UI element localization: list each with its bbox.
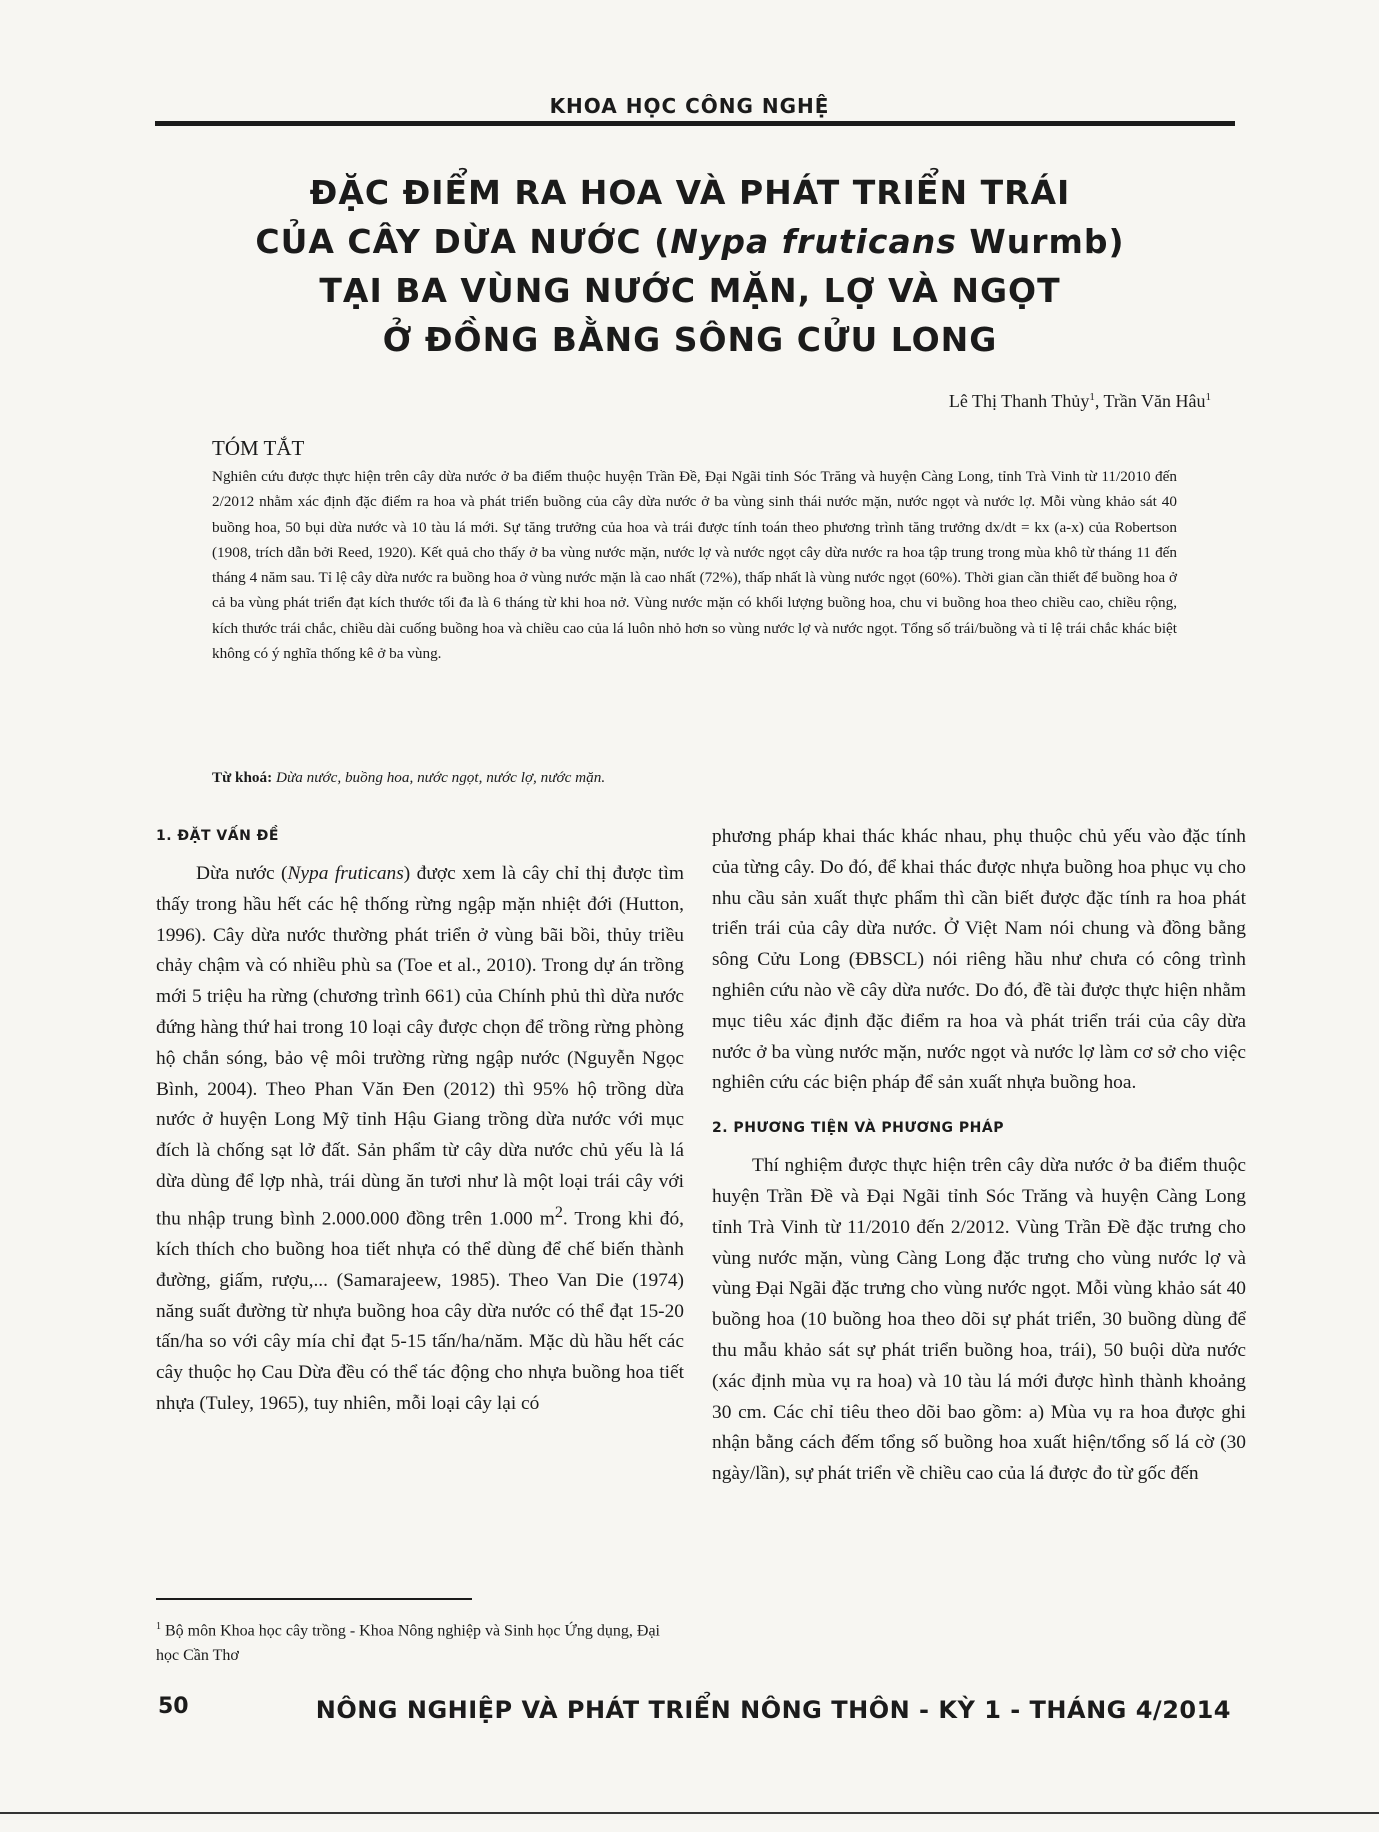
author-2: Trần Văn Hâu [1103,391,1206,411]
title-species-name: Nypa fruticans [670,222,957,261]
author-1: Lê Thị Thanh Thủy [948,391,1090,411]
section-1-heading: 1. ĐẶT VẤN ĐỀ [156,828,279,844]
title-line-3: TẠI BA VÙNG NƯỚC MẶN, LỢ VÀ NGỌT [319,271,1061,310]
page-number: 50 [158,1694,189,1719]
footnote [156,1614,684,1668]
section-2-heading: 2. PHƯƠNG TIỆN VÀ PHƯƠNG PHÁP [712,1120,1004,1137]
article-title [140,168,1240,364]
s1p1-species-name: Nypa fruticans [287,863,404,884]
header-rule [155,121,1235,126]
page-bottom-edge [0,1812,1379,1814]
section-1-paragraph-1 [156,859,684,1420]
s1p1-superscript: 2 [554,1203,563,1221]
keywords-values: Dừa nước, buồng hoa, nước ngọt, nước lợ, nước mặn. [275,769,606,786]
author-2-affiliation: 1 [1205,391,1211,403]
author-separator: , [1094,391,1104,411]
keywords [212,765,1177,790]
section-label: KHOA HỌC CÔNG NGHỆ [549,94,830,118]
section-1-paragraph-2: phương pháp khai thác khác nhau, phụ thuộc chủ yếu vào đặc tính của từng cây. Do đó, để khai thác được nhựa buồng hoa phục vụ cho nhu cầu sản xuất thực phẩm thì cần biết được đặc tính ra hoa phát triển trái của cây dừa nước. Ở Việt Nam nói chung và đồng bằng sông Cửu Long (ĐBSCL) nói riêng hầu như chưa có công trình nghiên cứu nào về cây dừa nước. Do đó, đề tài được thực hiện nhằm mục tiêu xác định đặc điểm ra hoa và phát triển trái của cây dừa nước ở ba vùng nước mặn, nước ngọt và nước lợ làm cơ sở cho việc nghiên cứu các biện pháp để sản xuất nhựa buồng hoa. [712,826,1246,1094]
footnote-marker: 1 [156,1621,161,1632]
title-line-2-prefix: CỦA CÂY DỪA NƯỚC ( [255,222,671,261]
title-line-4: Ở ĐỒNG BẰNG SÔNG CỬU LONG [382,320,998,359]
abstract-text: Nghiên cứu được thực hiện trên cây dừa nước ở ba điểm thuộc huyện Trần Đề, Đại Ngãi tỉnh Sóc Trăng và huyện Càng Long, tỉnh Trà Vinh từ 11/2010 đến 2/2012 nhằm xác định đặc điểm ra hoa và phát triển buồng của cây dừa nước ở ba vùng sinh thái nước mặn, nước ngọt và nước lợ. Mỗi vùng khảo sát 40 buồng hoa, 50 bụi dừa nước và 10 tàu lá mới. Sự tăng trưởng của hoa và trái được tính toán theo phương trình tăng trưởng dx/dt = kx (a-x) của Robertson (1908, trích dẫn bởi Reed, 1920). Kết quả cho thấy ở ba vùng nước mặn, nước lợ và nước ngọt cây dừa nước ra hoa tập trung trong mùa khô từ tháng 11 đến tháng 4 năm sau. Tỉ lệ cây dừa nước ra buồng hoa ở vùng nước mặn là cao nhất (72%), thấp nhất là vùng nước ngọt (60%). Thời gian cần thiết để buồng hoa ở cả ba vùng phát triển đạt kích thước tối đa là 6 tháng từ khi hoa nở. Vùng nước mặn có khối lượng buồng hoa, chu vi buồng hoa theo chiều cao, chiều rộng, kích thước trái chắc, chiều dài cuống buồng hoa và chiều cao của lá luôn nhỏ hơn so vùng nước lợ và nước ngọt. Tổng số trái/buồng và tỉ lệ trái chắc khác biệt không có ý nghĩa thống kê ở ba vùng. [212,468,1177,663]
abstract-heading: TÓM TẮT [212,436,305,460]
s1p1-part-c: . Trong khi đó, kích thích cho buồng hoa tiết nhựa có thể dùng để chế biến thành đường, giấm, rượu,... (Samarajeew, 1985). Theo Van Die (1974) năng suất đường từ nhựa buồng hoa cây dừa nước có thể đạt 15-20 tấn/ha so với cây mía chỉ đạt 5-15 tấn/ha/năm. Mặc dù hầu hết các cây thuộc họ Cau Dừa đều có thể tác động cho nhựa buồng hoa tiết nhựa (Tuley, 1965), tuy nhiên, mỗi loại cây lại có [156,1208,685,1415]
journal-footer: NÔNG NGHIỆP VÀ PHÁT TRIỂN NÔNG THÔN - KỲ 1 - THÁNG 4/2014 [315,1696,1231,1724]
left-column [156,825,684,1420]
s1p1-part-b: ) được xem là cây chỉ thị được tìm thấy trong hầu hết các hệ thống rừng ngập mặn nhiệt đới (Hutton, 1996). Cây dừa nước thường phát triển ở vùng bãi bồi, thủy triều chảy chậm và có nhiều phù sa (Toe et al., 2010). Trong dự án trồng mới 5 triệu ha rừng (chương trình 661) của Chính phủ thì dừa nước đứng hàng thứ hai trong 10 loại cây được chọn để trồng rừng phòng hộ chắn sóng, bảo vệ môi trường rừng ngập nước (Nguyễn Ngọc Bình, 2004). Theo Phan Văn Đen (2012) thì 95% hộ trồng dừa nước ở huyện Long Mỹ tỉnh Hậu Giang trồng dừa nước với mục đích là chống sạt lở đất. Sản phẩm từ cây dừa nước chủ yếu là lá dừa dùng để lợp nhà, trái dùng ăn tươi như là một loại trái cây với thu nhập trung bình 2.000.000 đồng trên 1.000 m [156,863,684,1230]
author-list [949,391,1211,412]
footnote-text: Bộ môn Khoa học cây trồng - Khoa Nông nghiệp và Sinh học Ứng dụng, Đại học Cần Thơ [156,1622,660,1665]
footnote-rule [156,1598,472,1600]
s1p1-part-a: Dừa nước ( [196,863,288,884]
section-2-paragraph-1: Thí nghiệm được thực hiện trên cây dừa nước ở ba điểm thuộc huyện Trần Đề và Đại Ngãi tỉnh Sóc Trăng và huyện Càng Long tỉnh Trà Vinh từ 11/2010 đến 2/2012. Vùng Trần Đề đặc trưng cho vùng nước mặn, vùng Càng Long đặc trưng cho vùng nước lợ và vùng Đại Ngãi đặc trưng cho vùng nước ngọt. Mỗi vùng khảo sát 40 buồng hoa (10 buồng hoa theo dõi sự phát triển, 30 buồng dùng để thu mẫu khảo sát sự phát triển buồng hoa, trái), 50 buội dừa nước (xác định mùa vụ ra hoa) và 10 tàu lá mới được hình thành khoảng 30 cm. Các chỉ tiêu theo dõi bao gồm: a) Mùa vụ ra hoa được ghi nhận bằng cách đếm tổng số buồng hoa xuất hiện/tổng số lá cờ (30 ngày/lần), sự phát triển về chiều cao của lá được đo từ gốc đến [712,1155,1246,1485]
title-line-1: ĐẶC ĐIỂM RA HOA VÀ PHÁT TRIỂN TRÁI [309,173,1071,212]
author-1-affiliation: 1 [1089,391,1095,403]
right-column [712,822,1246,1490]
title-line-2 [140,217,1240,266]
title-line-2-suffix: Wurmb) [956,222,1125,261]
keywords-label: Từ khoá: [212,769,273,786]
